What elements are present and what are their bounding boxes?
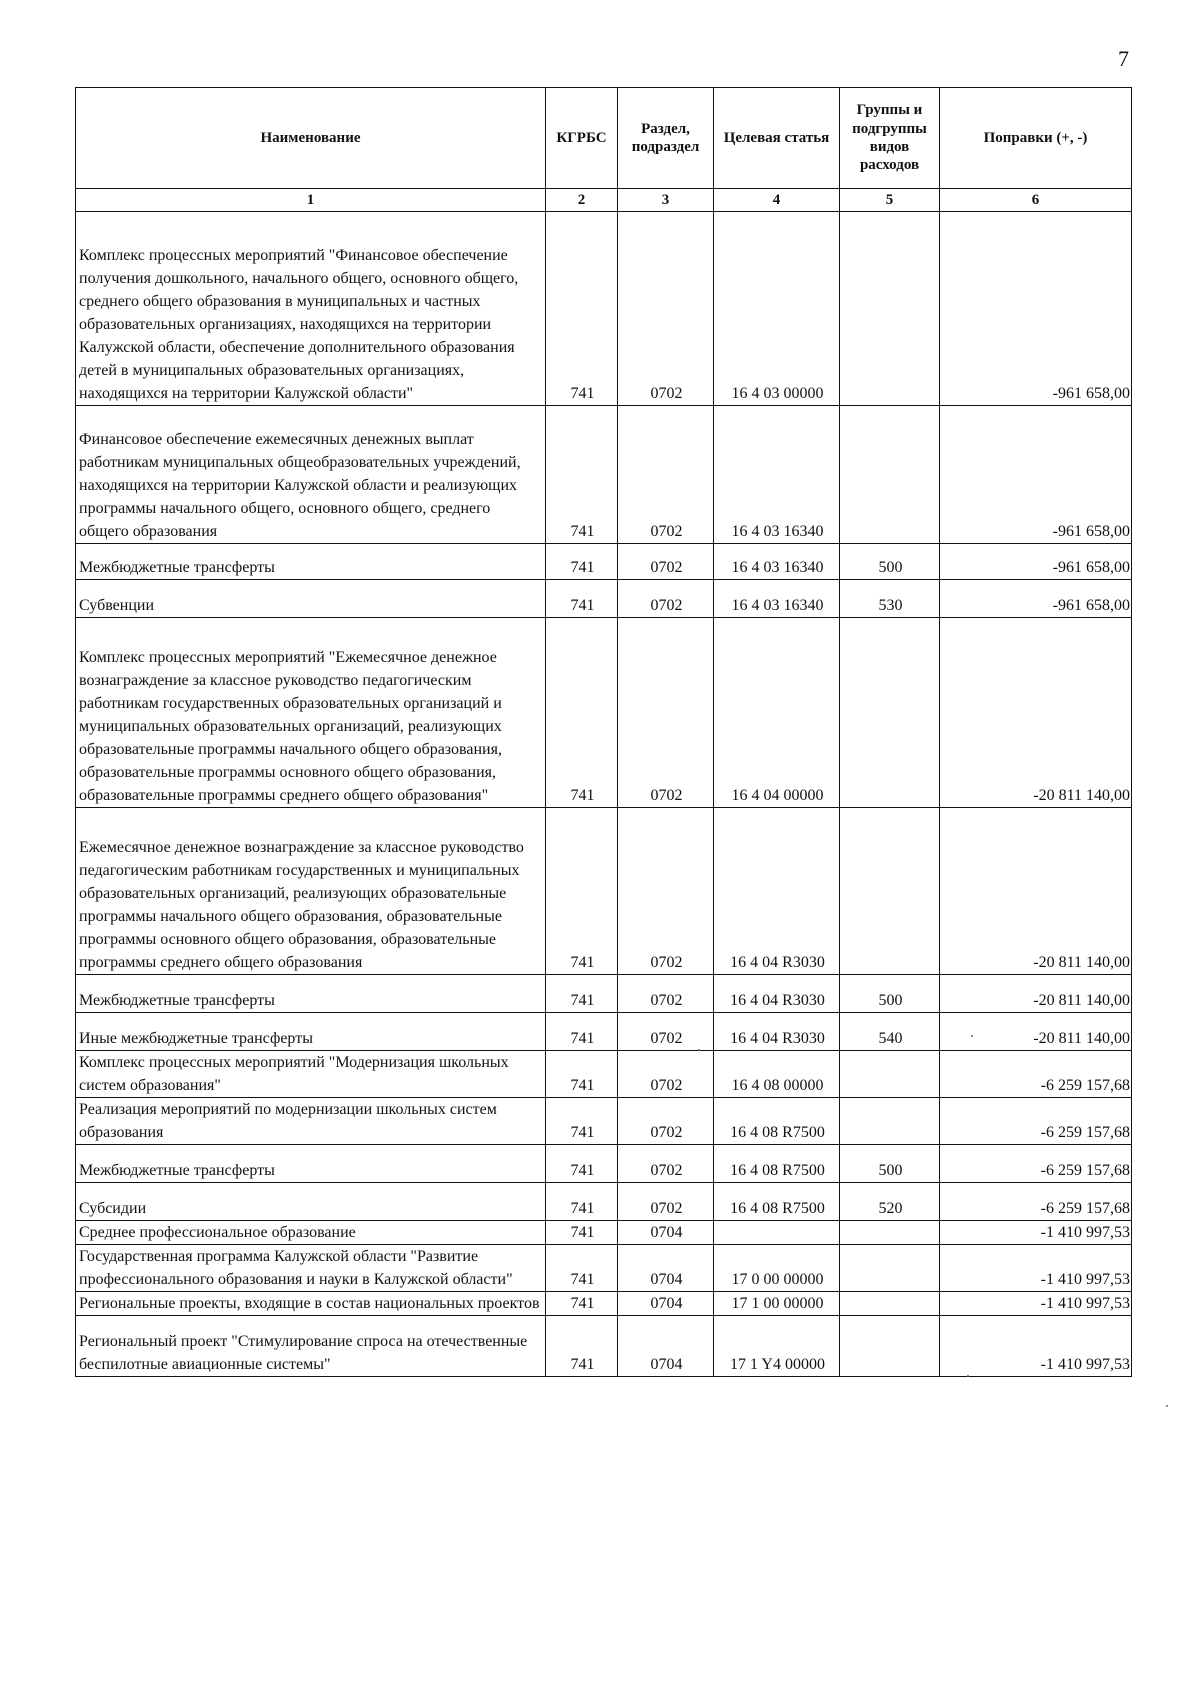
row-kgrbs: 741 [546, 544, 618, 580]
table-row [76, 618, 1132, 808]
row-kgrbs: 741 [546, 1145, 618, 1183]
row-name: Государственная программа Калужской области "Развитие профессионального образования и науки в Калужской области" [76, 1245, 546, 1292]
row-amount: -6 259 157,68 [940, 1051, 1132, 1098]
row-target: 16 4 03 16340 [714, 544, 840, 580]
row-amount: -20 811 140,00 [940, 1013, 1132, 1051]
column-number: 4 [714, 189, 840, 212]
row-section: 0702 [618, 1051, 714, 1098]
row-section: 0702 [618, 544, 714, 580]
row-kgrbs: 741 [546, 975, 618, 1013]
row-target: 16 4 04 00000 [714, 618, 840, 808]
header-kgrbs: КГРБС [546, 88, 618, 189]
budget-table [75, 87, 1132, 1377]
row-section: 0702 [618, 618, 714, 808]
row-section: 0702 [618, 212, 714, 406]
row-kgrbs: 741 [546, 1183, 618, 1221]
table-row [76, 1316, 1132, 1377]
row-kgrbs: 741 [546, 212, 618, 406]
row-name: Межбюджетные трансферты [76, 1145, 546, 1183]
row-kgrbs: 741 [546, 1316, 618, 1377]
row-amount: -6 259 157,68 [940, 1145, 1132, 1183]
row-target: 16 4 03 00000 [714, 212, 840, 406]
scan-speck [971, 1035, 973, 1037]
row-name: Среднее профессиональное образование [76, 1221, 546, 1245]
row-group: 500 [840, 1145, 940, 1183]
row-amount: -20 811 140,00 [940, 975, 1132, 1013]
row-group [840, 1316, 940, 1377]
column-number: 5 [840, 189, 940, 212]
page-number: 7 [1118, 46, 1129, 71]
table-row [76, 544, 1132, 580]
row-section: 0704 [618, 1245, 714, 1292]
row-kgrbs: 741 [546, 580, 618, 618]
row-group: 500 [840, 544, 940, 580]
row-name: Субсидии [76, 1183, 546, 1221]
row-target: 17 1 Y4 00000 [714, 1316, 840, 1377]
row-group [840, 1245, 940, 1292]
table-row [76, 580, 1132, 618]
row-target [714, 1221, 840, 1245]
row-target: 17 0 00 00000 [714, 1245, 840, 1292]
row-name: Комплекс процессных мероприятий "Финансовое обеспечение получения дошкольного, начального общего, основного общего, среднего общего образования в муниципальных и частных образовательных организациях, находящихся на территории Калужской области, обеспечение дополнительного образования детей в муниципальных образовательных организациях, находящихся на территории Калужской области" [76, 212, 546, 406]
row-amount: -961 658,00 [940, 406, 1132, 544]
row-group: 540 [840, 1013, 940, 1051]
row-amount: -1 410 997,53 [940, 1292, 1132, 1316]
row-name: Субвенции [76, 580, 546, 618]
row-name: Региональные проекты, входящие в состав национальных проектов [76, 1292, 546, 1316]
row-name: Комплекс процессных мероприятий "Модернизация школьных систем образования" [76, 1051, 546, 1098]
row-name: Региональный проект "Стимулирование спроса на отечественные беспилотные авиационные системы" [76, 1316, 546, 1377]
row-amount: -1 410 997,53 [940, 1221, 1132, 1245]
table-row [76, 1221, 1132, 1245]
row-name: Межбюджетные трансферты [76, 975, 546, 1013]
row-section: 0704 [618, 1292, 714, 1316]
table-row [76, 1145, 1132, 1183]
row-target: 16 4 03 16340 [714, 580, 840, 618]
table-row [76, 1013, 1132, 1051]
row-name: Реализация мероприятий по модернизации школьных систем образования [76, 1098, 546, 1145]
table-row [76, 808, 1132, 975]
table-row [76, 1292, 1132, 1316]
header-section: Раздел, подраздел [618, 88, 714, 189]
row-section: 0702 [618, 1183, 714, 1221]
table-row [76, 1245, 1132, 1292]
row-kgrbs: 741 [546, 618, 618, 808]
row-kgrbs: 741 [546, 1013, 618, 1051]
row-group [840, 808, 940, 975]
header-target: Целевая статья [714, 88, 840, 189]
table-row [76, 212, 1132, 406]
row-amount: -6 259 157,68 [940, 1183, 1132, 1221]
row-kgrbs: 741 [546, 1221, 618, 1245]
row-target: 16 4 08 R7500 [714, 1145, 840, 1183]
row-kgrbs: 741 [546, 1292, 618, 1316]
row-target: 17 1 00 00000 [714, 1292, 840, 1316]
row-name: Финансовое обеспечение ежемесячных денежных выплат работникам муниципальных общеобразовательных учреждений, находящихся на территории Калужской области и реализующих программы начального общего, основного общего, среднего общего образования [76, 406, 546, 544]
row-amount: -961 658,00 [940, 212, 1132, 406]
row-section: 0702 [618, 1098, 714, 1145]
header-group: Группы и подгруппы видов расходов [840, 88, 940, 189]
scan-speck [967, 1375, 969, 1377]
row-section: 0702 [618, 975, 714, 1013]
row-group [840, 1292, 940, 1316]
row-target: 16 4 08 00000 [714, 1051, 840, 1098]
column-numbers-row [76, 189, 1132, 212]
header-row [76, 88, 1132, 189]
scan-speck [1166, 1405, 1168, 1407]
table-row [76, 1183, 1132, 1221]
table-row [76, 406, 1132, 544]
row-target: 16 4 03 16340 [714, 406, 840, 544]
row-amount: -6 259 157,68 [940, 1098, 1132, 1145]
row-kgrbs: 741 [546, 808, 618, 975]
table-row [76, 1051, 1132, 1098]
row-group: 500 [840, 975, 940, 1013]
row-name: Ежемесячное денежное вознаграждение за классное руководство педагогическим работникам государственных и муниципальных образовательных организаций, реализующих образовательные программы начального общего образования, образовательные программы основного общего образования, образовательные программы среднего общего образования [76, 808, 546, 975]
row-group [840, 406, 940, 544]
scan-speck [698, 1049, 700, 1051]
row-amount: -20 811 140,00 [940, 808, 1132, 975]
row-name: Межбюджетные трансферты [76, 544, 546, 580]
row-kgrbs: 741 [546, 1051, 618, 1098]
header-amount: Поправки (+, -) [940, 88, 1132, 189]
column-number: 6 [940, 189, 1132, 212]
table-row [76, 975, 1132, 1013]
header-name: Наименование [76, 88, 546, 189]
row-group [840, 618, 940, 808]
row-target: 16 4 08 R7500 [714, 1098, 840, 1145]
row-section: 0702 [618, 1013, 714, 1051]
row-group [840, 1051, 940, 1098]
row-target: 16 4 04 R3030 [714, 1013, 840, 1051]
table-row [76, 1098, 1132, 1145]
row-section: 0702 [618, 580, 714, 618]
column-number: 3 [618, 189, 714, 212]
row-kgrbs: 741 [546, 406, 618, 544]
row-amount: -961 658,00 [940, 544, 1132, 580]
row-section: 0704 [618, 1316, 714, 1377]
row-amount: -20 811 140,00 [940, 618, 1132, 808]
row-amount: -961 658,00 [940, 580, 1132, 618]
row-target: 16 4 04 R3030 [714, 975, 840, 1013]
row-section: 0702 [618, 1145, 714, 1183]
row-section: 0702 [618, 808, 714, 975]
row-amount: -1 410 997,53 [940, 1245, 1132, 1292]
table-body [76, 212, 1132, 1377]
row-section: 0702 [618, 406, 714, 544]
row-amount: -1 410 997,53 [940, 1316, 1132, 1377]
row-group: 520 [840, 1183, 940, 1221]
row-name: Комплекс процессных мероприятий "Ежемесячное денежное вознаграждение за классное руководство педагогическим работникам государственных образовательных организаций и муниципальных образовательных организаций, реализующих образовательные программы начального общего образования, образовательные программы основного общего образования, образовательные программы среднего общего образования" [76, 618, 546, 808]
row-target: 16 4 08 R7500 [714, 1183, 840, 1221]
row-group: 530 [840, 580, 940, 618]
row-group [840, 1098, 940, 1145]
row-section: 0704 [618, 1221, 714, 1245]
column-number: 1 [76, 189, 546, 212]
row-name: Иные межбюджетные трансферты [76, 1013, 546, 1051]
column-number: 2 [546, 189, 618, 212]
row-kgrbs: 741 [546, 1245, 618, 1292]
row-group [840, 212, 940, 406]
row-target: 16 4 04 R3030 [714, 808, 840, 975]
row-group [840, 1221, 940, 1245]
row-kgrbs: 741 [546, 1098, 618, 1145]
